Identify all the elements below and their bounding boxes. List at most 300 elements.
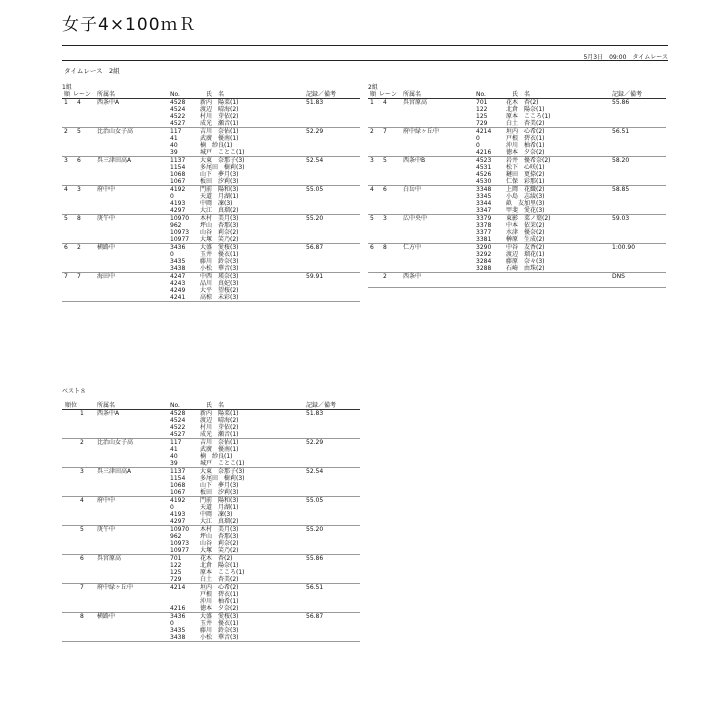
record: 52.54	[306, 157, 324, 164]
spacer-line	[368, 280, 666, 287]
member-line	[62, 598, 360, 605]
record: 51.83	[306, 99, 324, 106]
team-name: 府中中	[97, 497, 116, 504]
member-line	[62, 207, 360, 214]
athlete-number: 0	[476, 142, 480, 149]
member-line	[62, 576, 360, 583]
header-pos: 順	[64, 91, 71, 98]
result-group	[62, 215, 360, 244]
athlete-number: 4192	[170, 186, 186, 193]
member-line	[62, 265, 360, 272]
athlete-number: 4193	[170, 511, 186, 518]
header-name: 氏 名	[512, 91, 531, 98]
athlete-number: 4297	[170, 518, 186, 525]
athlete-name: 中西 瑛奈(3)	[200, 273, 239, 280]
result-group	[62, 526, 360, 555]
header-name: 氏 名	[206, 402, 225, 409]
event-date: 5月3日 09:00 タイムレース	[583, 54, 668, 61]
athlete-name: 板田 汐莉(3)	[200, 489, 239, 496]
athlete-name: 新内 陽菜(1)	[200, 410, 239, 417]
athlete-number: 0	[170, 620, 174, 627]
member-line	[368, 222, 666, 229]
athlete-number: 4530	[476, 178, 492, 185]
heat-2-table	[368, 84, 666, 288]
position: 4	[80, 497, 84, 504]
team-name: 西条中A	[97, 410, 120, 417]
athlete-name: 多尾田 樹莉(3)	[200, 475, 245, 482]
column-header-row	[368, 91, 666, 99]
athlete-number: 4241	[170, 294, 186, 301]
athlete-name: 白土 杏美(2)	[200, 576, 239, 583]
athlete-number: 4216	[170, 605, 186, 612]
header-no: No.	[170, 402, 180, 409]
athlete-number: 962	[170, 222, 182, 229]
athlete-number: 4214	[170, 584, 186, 591]
athlete-name: 村川 芽依(2)	[200, 424, 239, 431]
athlete-number: 0	[476, 135, 480, 142]
team-name: 庚午中	[97, 215, 116, 222]
position: 1	[370, 99, 374, 106]
athlete-name: 鏈田 更捺(2)	[506, 171, 545, 178]
athlete-name: 武廣 優南(1)	[200, 446, 239, 453]
result-group	[62, 186, 360, 215]
position: 1	[64, 99, 68, 106]
athlete-name: 楠 紗良(1)	[200, 142, 233, 149]
athlete-number: 40	[170, 142, 178, 149]
athlete-number: 3438	[170, 634, 186, 641]
athlete-name: 坪山 杏那(3)	[200, 533, 239, 540]
member-line	[62, 186, 360, 193]
member-line	[368, 142, 666, 149]
heat-2-label: 2組	[368, 84, 378, 91]
member-line	[62, 171, 360, 178]
record: 56.87	[306, 613, 324, 620]
athlete-name: 花木 杏(2)	[200, 555, 233, 562]
athlete-name: 榊原 生成(2)	[506, 236, 545, 243]
athlete-number: 1154	[170, 475, 186, 482]
member-line	[62, 106, 360, 113]
athlete-number: 4527	[170, 431, 186, 438]
member-line	[62, 229, 360, 236]
team-name: 横路中	[97, 613, 116, 620]
athlete-number: 4528	[170, 410, 186, 417]
result-group	[62, 555, 360, 584]
athlete-number: 39	[170, 149, 178, 156]
team-name: 呉三津田高A	[97, 468, 132, 475]
member-line	[368, 106, 666, 113]
member-line	[62, 251, 360, 258]
athlete-name: 徳本 夕奈(2)	[200, 605, 239, 612]
athlete-number: 4193	[170, 200, 186, 207]
lane: 4	[77, 99, 81, 106]
athlete-name: 松下 心咲(1)	[506, 164, 545, 171]
athlete-number: 4192	[170, 497, 186, 504]
member-line	[62, 482, 360, 489]
result-group	[62, 584, 360, 613]
athlete-name: 山谷 莉奈(2)	[200, 229, 239, 236]
athlete-number: 3284	[476, 258, 492, 265]
member-line	[62, 453, 360, 460]
athlete-number: 40	[170, 453, 178, 460]
team-name: 比治山女子高	[97, 439, 134, 446]
record: 1:00.90	[612, 244, 636, 251]
header-pos: 順位	[65, 402, 78, 409]
member-line	[62, 258, 360, 265]
record: 55.20	[306, 526, 324, 533]
team-name: 西条中B	[403, 157, 426, 164]
member-line	[62, 424, 360, 431]
heat-1-label: 1組	[62, 84, 72, 91]
record: 58.20	[612, 157, 630, 164]
result-group	[62, 273, 360, 302]
position: 3	[80, 468, 84, 475]
position: 3	[64, 157, 68, 164]
athlete-number: 125	[170, 569, 182, 576]
athlete-number: 10970	[170, 215, 190, 222]
athlete-number: 3381	[476, 236, 492, 243]
athlete-name: 大平 望桜(2)	[200, 287, 239, 294]
member-line	[368, 186, 666, 193]
member-line	[368, 207, 666, 214]
member-line	[62, 511, 360, 518]
member-line	[62, 562, 360, 569]
lane: 7	[383, 128, 387, 135]
member-line	[368, 171, 666, 178]
team-name: 仁方中	[403, 244, 422, 251]
athlete-name: 岩井 優希奈(2)	[506, 157, 551, 164]
member-line	[62, 215, 360, 222]
position: 8	[80, 613, 84, 620]
lane: 5	[383, 157, 387, 164]
team-name: 呉三津田高A	[97, 157, 132, 164]
header-lane: レーン	[73, 91, 91, 98]
athlete-number: 3344	[476, 200, 492, 207]
result-group	[62, 99, 360, 128]
member-line	[62, 475, 360, 482]
team-name: 比治山女子高	[97, 128, 134, 135]
athlete-name: 高椋 未彩(3)	[200, 294, 239, 301]
page-title: 女子4×100ｍＲ	[62, 15, 197, 35]
position: 7	[64, 273, 68, 280]
member-line	[62, 178, 360, 185]
lane: 6	[77, 157, 81, 164]
position: 4	[64, 186, 68, 193]
athlete-number: 4247	[170, 273, 186, 280]
athlete-name: 山下 夢月(3)	[200, 171, 239, 178]
athlete-name: 新内 陽菜(1)	[200, 99, 239, 106]
result-group	[368, 215, 666, 244]
athlete-name: 沖川 柚希(1)	[506, 142, 545, 149]
lane: 3	[383, 215, 387, 222]
athlete-number: 3436	[170, 613, 186, 620]
team-name: 府中緑ヶ丘中	[403, 128, 440, 135]
athlete-name: 武廣 優南(1)	[200, 135, 239, 142]
member-line	[368, 193, 666, 200]
athlete-name: 多尾田 樹莉(3)	[200, 164, 245, 171]
heat-1-rows	[62, 99, 360, 302]
athlete-name: 城戸 ことこ(1)	[200, 460, 245, 467]
athlete-name: 山谷 莉奈(2)	[200, 540, 239, 547]
athlete-name: 小松 華音(3)	[200, 265, 239, 272]
heat-1-table	[62, 84, 360, 302]
lane: 4	[383, 99, 387, 106]
athlete-number: 3435	[170, 627, 186, 634]
heat-2-rows	[368, 99, 666, 288]
athlete-number: 1068	[170, 171, 186, 178]
position: 2	[80, 439, 84, 446]
result-group	[62, 128, 360, 157]
athlete-name: 垣内 心希(2)	[506, 128, 545, 135]
team-name: 海田中	[97, 273, 116, 280]
team-name: 西条中	[403, 273, 422, 280]
athlete-number: 729	[476, 120, 488, 127]
member-line	[62, 555, 360, 562]
athlete-number: 0	[170, 251, 174, 258]
lane: 6	[383, 186, 387, 193]
member-line	[368, 244, 666, 251]
position: 2	[64, 128, 68, 135]
result-group	[62, 613, 360, 642]
record: 52.29	[306, 439, 324, 446]
member-line	[62, 533, 360, 540]
lane: 5	[77, 128, 81, 135]
position: 6	[64, 244, 68, 251]
member-line	[62, 460, 360, 467]
athlete-name: 成光 瀬音(1)	[200, 120, 239, 127]
athlete-number: 125	[476, 113, 488, 120]
race-type-label: タイムレース 2組	[64, 67, 120, 75]
member-line	[62, 164, 360, 171]
member-line	[368, 200, 666, 207]
athlete-name: 小島 志綾(3)	[506, 193, 545, 200]
athlete-number: 4524	[170, 106, 186, 113]
record: 56.51	[612, 128, 630, 135]
athlete-name: 大江 真瑠(2)	[200, 207, 239, 214]
member-line	[368, 273, 666, 280]
member-line	[62, 547, 360, 554]
header-team: 所属名	[403, 91, 422, 98]
athlete-name: 門前 陽和(3)	[200, 186, 239, 193]
athlete-name: 大塚 笑乃(2)	[200, 547, 239, 554]
athlete-number: 4526	[476, 171, 492, 178]
position: 2	[370, 128, 374, 135]
best8-table	[62, 388, 360, 642]
team-name: 白岳中	[403, 186, 422, 193]
result-group	[368, 157, 666, 186]
lane: 3	[77, 186, 81, 193]
athlete-number: 122	[170, 562, 182, 569]
result-group	[62, 497, 360, 526]
athlete-name: 中岡 凜(3)	[200, 511, 233, 518]
record: 55.86	[306, 555, 324, 562]
lane: 8	[77, 215, 81, 222]
athlete-number: 10977	[170, 547, 190, 554]
athlete-number: 4527	[170, 120, 186, 127]
athlete-number: 4297	[170, 207, 186, 214]
header-lane: レーン	[379, 91, 397, 98]
member-line	[368, 164, 666, 171]
lane: 2	[383, 273, 387, 280]
record: 55.20	[306, 215, 324, 222]
athlete-number: 4528	[170, 99, 186, 106]
athlete-number: 3435	[170, 258, 186, 265]
member-line	[368, 135, 666, 142]
record: DNS	[612, 273, 625, 280]
athlete-name: 中岡 凜(3)	[200, 200, 233, 207]
athlete-name: 大盛 愛桜(3)	[200, 613, 239, 620]
member-line	[62, 135, 360, 142]
athlete-name: 木村 美月(3)	[200, 215, 239, 222]
athlete-number: 3378	[476, 222, 492, 229]
athlete-number: 4249	[170, 287, 186, 294]
athlete-name: 品川 真妃(3)	[200, 280, 239, 287]
position: 5	[80, 526, 84, 533]
record: 58.85	[612, 186, 630, 193]
member-line	[62, 99, 360, 106]
member-line	[62, 627, 360, 634]
result-group	[368, 128, 666, 157]
athlete-number: 10977	[170, 236, 190, 243]
member-line	[62, 613, 360, 620]
member-line	[368, 128, 666, 135]
header-record: 記録／備考	[306, 402, 337, 409]
athlete-number: 3347	[476, 207, 492, 214]
athlete-number: 4522	[170, 424, 186, 431]
member-line	[62, 446, 360, 453]
athlete-number: 4522	[170, 113, 186, 120]
athlete-name: 畝 友加里(3)	[506, 200, 545, 207]
athlete-name: 天道 月湖(1)	[200, 504, 239, 511]
team-name: 呉宮原高	[97, 555, 122, 562]
athlete-name: 大江 真瑠(2)	[200, 518, 239, 525]
column-header-row	[62, 402, 360, 410]
result-group	[62, 244, 360, 273]
record: 56.51	[306, 584, 324, 591]
member-line	[62, 591, 360, 598]
athlete-name: 上岡 花織(2)	[506, 186, 545, 193]
member-line	[62, 431, 360, 438]
athlete-name: 玉井 優衣(1)	[200, 251, 239, 258]
member-line	[62, 280, 360, 287]
athlete-name: 吉川 奈佑(1)	[200, 128, 239, 135]
athlete-number: 10970	[170, 526, 190, 533]
athlete-name: 石崎 由珠(2)	[506, 265, 545, 272]
athlete-name: 成光 瀬音(1)	[200, 431, 239, 438]
record: 52.54	[306, 468, 324, 475]
athlete-name: 白土 杏美(2)	[506, 120, 545, 127]
athlete-number: 4243	[170, 280, 186, 287]
team-name: 横路中	[97, 244, 116, 251]
athlete-number: 3438	[170, 265, 186, 272]
date-divider	[62, 60, 668, 61]
member-line	[62, 540, 360, 547]
team-name: 西条中A	[97, 99, 120, 106]
member-line	[62, 236, 360, 243]
position: 7	[80, 584, 84, 591]
member-line	[62, 273, 360, 280]
athlete-number: 1068	[170, 482, 186, 489]
position: 6	[370, 244, 374, 251]
member-line	[62, 410, 360, 417]
athlete-number: 1137	[170, 468, 186, 475]
athlete-name: 甲斐 愛花(3)	[506, 207, 545, 214]
athlete-number: 962	[170, 533, 182, 540]
best8-rows	[62, 410, 360, 642]
record: 55.05	[306, 497, 324, 504]
athlete-name: 藤川 鈴奈(3)	[200, 627, 239, 634]
athlete-name: 城戸 ことこ(1)	[200, 149, 245, 156]
record: 55.86	[612, 99, 630, 106]
member-line	[62, 193, 360, 200]
athlete-name: 門前 陽和(3)	[200, 497, 239, 504]
athlete-name: 戸根 碧衣(1)	[200, 591, 239, 598]
athlete-name: 坪山 杏那(3)	[200, 222, 239, 229]
team-name: 庚午中	[97, 526, 116, 533]
athlete-number: 10973	[170, 540, 190, 547]
athlete-name: 吉川 奈佑(1)	[200, 439, 239, 446]
member-line	[368, 265, 666, 272]
member-line	[62, 244, 360, 251]
team-name: 広中央中	[403, 215, 428, 222]
athlete-name: 小松 華音(3)	[200, 634, 239, 641]
athlete-name: 楠 紗良(1)	[200, 453, 233, 460]
athlete-number: 3348	[476, 186, 492, 193]
member-line	[62, 157, 360, 164]
lane: 7	[77, 273, 81, 280]
athlete-name: 北倉 陽奈(1)	[506, 106, 545, 113]
athlete-number: 117	[170, 128, 182, 135]
member-line	[62, 113, 360, 120]
member-line	[62, 634, 360, 641]
record: 55.05	[306, 186, 324, 193]
member-line	[62, 468, 360, 475]
team-name: 府中緑ヶ丘中	[97, 584, 134, 591]
lane: 2	[77, 244, 81, 251]
member-line	[62, 518, 360, 525]
athlete-number: 1067	[170, 489, 186, 496]
header-no: No.	[170, 91, 180, 98]
athlete-number: 3345	[476, 193, 492, 200]
athlete-number: 4214	[476, 128, 492, 135]
athlete-name: 東影 菜ノ葉(2)	[506, 215, 551, 222]
athlete-name: 山下 夢月(3)	[200, 482, 239, 489]
athlete-number: 39	[170, 460, 178, 467]
member-line	[368, 258, 666, 265]
athlete-number: 41	[170, 135, 178, 142]
member-line	[62, 489, 360, 496]
athlete-number: 4531	[476, 164, 492, 171]
position: 1	[80, 410, 84, 417]
title-divider	[62, 45, 668, 46]
member-line	[368, 251, 666, 258]
best8-label: ベスト８	[62, 388, 87, 395]
athlete-number: 122	[476, 106, 488, 113]
athlete-number: 117	[170, 439, 182, 446]
athlete-name: 中谷 友香(2)	[506, 244, 545, 251]
record: 59.03	[612, 215, 630, 222]
result-group	[368, 99, 666, 128]
member-line	[62, 605, 360, 612]
athlete-number: 1067	[170, 178, 186, 185]
athlete-number: 4523	[476, 157, 492, 164]
result-group	[62, 410, 360, 439]
athlete-name: 渡辺 瑠花(1)	[506, 251, 545, 258]
athlete-number: 4216	[476, 149, 492, 156]
member-line	[368, 149, 666, 156]
position: 5	[64, 215, 68, 222]
athlete-name: 大塚 笑乃(2)	[200, 236, 239, 243]
athlete-number: 0	[170, 504, 174, 511]
